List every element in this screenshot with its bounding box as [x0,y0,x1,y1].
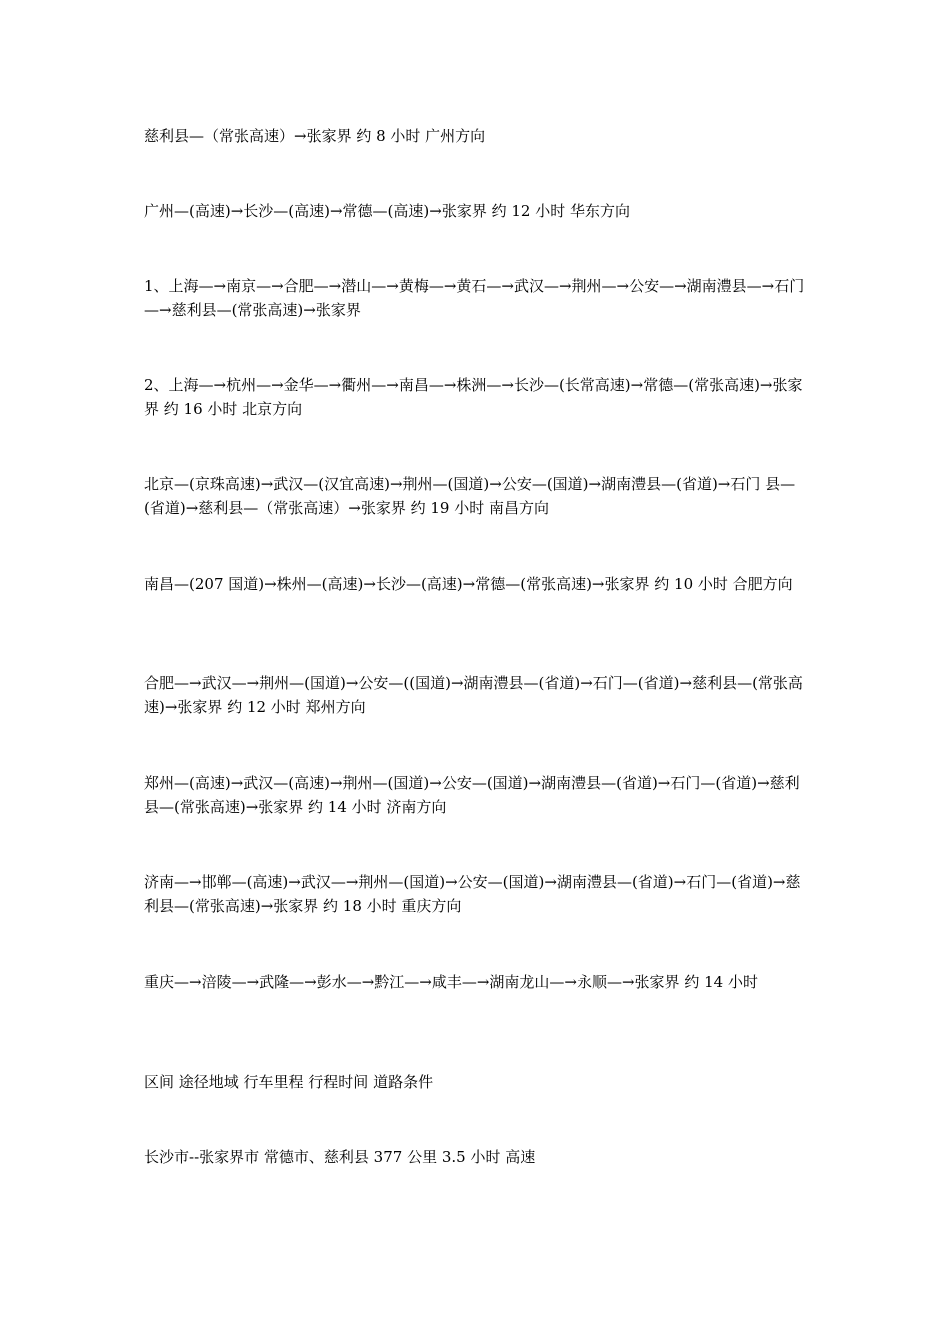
route-paragraph-10: 重庆—→涪陵—→武隆—→彭水—→黔江—→咸丰—→湖南龙山—→永顺—→张家界 约 14 小时 [144,973,758,991]
route-paragraph-6: 南昌—(207 国道)→株州—(高速)→长沙—(高速)→常德—(常张高速)→张家界 约 10 小时 合肥方向 [144,575,793,593]
route-paragraph-2: 广州—(高速)→长沙—(高速)→常德—(高速)→张家界 约 12 小时 华东方向 [144,202,630,220]
route-paragraph-7: 合肥—→武汉—→荆州—(国道)→公安—((国道)→湖南澧县—(省道)→石门—(省道)→慈利县—(常张高速)→张家界 约 12 小时 郑州方向 [144,674,803,716]
route-paragraph-1: 慈利县—（常张高速）→张家界 约 8 小时 广州方向 [144,127,486,145]
route-paragraph-9: 济南—→邯郸—(高速)→武汉—→荆州—(国道)→公安—(国道)→湖南澧县—(省道)→石门—(省道)→慈利县—(常张高速)→张家界 约 18 小时 重庆方向 [144,873,801,915]
route-paragraph-8: 郑州—(高速)→武汉—(高速)→荆州—(国道)→公安—(国道)→湖南澧县—(省道)→石门—(省道)→慈利县—(常张高速)→张家界 约 14 小时 济南方向 [144,774,800,816]
route-paragraph-5: 北京—(京珠高速)→武汉—(汉宜高速)→荆州—(国道)→公安—(国道)→湖南澧县—(省道)→石门 县—(省道)→慈利县—（常张高速）→张家界 约 19 小时 南昌方向 [144,475,796,517]
table-row-line: 长沙市--张家界市 常德市、慈利县 377 公里 3.5 小时 高速 [144,1148,536,1166]
route-paragraph-4: 2、上海—→杭州—→金华—→衢州—→南昌—→株洲—→长沙—(长常高速)→常德—(常张高速)→张家界 约 16 小时 北京方向 [144,376,803,418]
route-paragraph-3: 1、上海—→南京—→合肥—→潜山—→黄梅—→黄石—→武汉—→荆州—→公安—→湖南澧县—→石门—→慈利县—(常张高速)→张家界 [144,277,805,319]
table-header-line: 区间 途径地域 行车里程 行程时间 道路条件 [144,1073,434,1091]
